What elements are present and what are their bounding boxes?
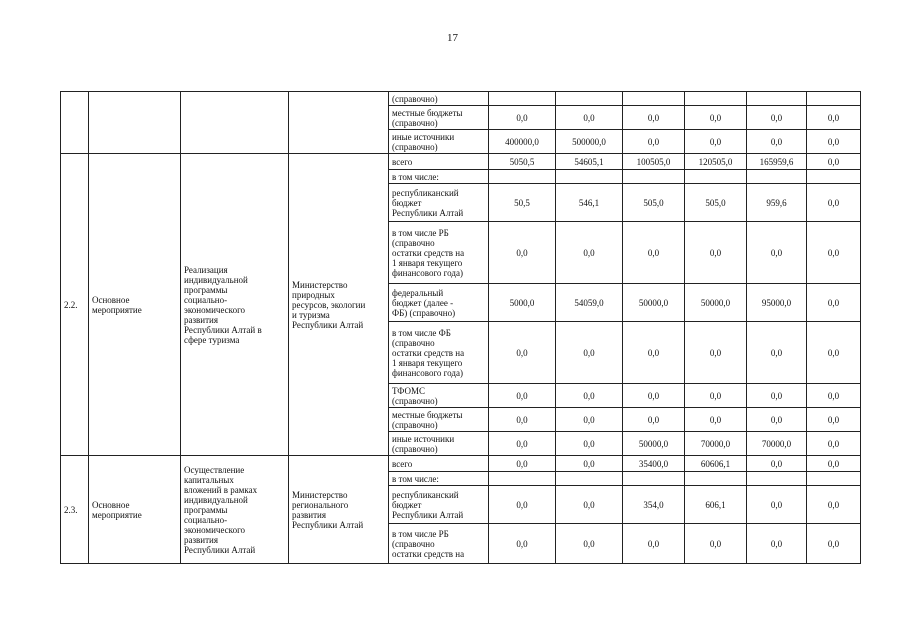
funding-source bbox=[389, 524, 489, 564]
amount-cell: 0,0 bbox=[807, 106, 861, 130]
amount-cell bbox=[556, 170, 623, 184]
amount-cell: 0,0 bbox=[685, 524, 747, 564]
amount-cell: 0,0 bbox=[807, 284, 861, 322]
amount-cell: 100505,0 bbox=[623, 154, 685, 170]
amount-cell: 0,0 bbox=[556, 524, 623, 564]
amount-cell: 0,0 bbox=[807, 322, 861, 384]
amount-cell bbox=[556, 92, 623, 106]
amount-cell: 0,0 bbox=[489, 222, 556, 284]
funding-source-text: федеральный бюджет (далее - ФБ) (справочно) bbox=[392, 287, 456, 318]
amount-cell: 0,0 bbox=[747, 106, 807, 130]
amount-cell: 0,0 bbox=[623, 408, 685, 432]
row-code bbox=[61, 154, 89, 456]
amount-cell: 0,0 bbox=[807, 384, 861, 408]
amount-cell: 54605,1 bbox=[556, 154, 623, 170]
amount-cell: 0,0 bbox=[556, 432, 623, 456]
amount-cell: 0,0 bbox=[489, 486, 556, 524]
funding-source-text: всего bbox=[392, 156, 413, 167]
amount-cell: 0,0 bbox=[685, 222, 747, 284]
amount-cell: 50000,0 bbox=[685, 284, 747, 322]
amount-cell: 70000,0 bbox=[747, 432, 807, 456]
amount-cell: 5000,0 bbox=[489, 284, 556, 322]
amount-cell: 505,0 bbox=[685, 184, 747, 222]
amount-cell: 0,0 bbox=[807, 524, 861, 564]
amount-cell: 0,0 bbox=[489, 106, 556, 130]
event-name-text: Реализация индивидуальной программы социально- экономического развития Республики Алтай в сфере туризма bbox=[184, 264, 262, 345]
amount-cell: 0,0 bbox=[747, 130, 807, 154]
amount-cell: 0,0 bbox=[556, 322, 623, 384]
amount-cell: 35400,0 bbox=[623, 456, 685, 472]
amount-cell bbox=[685, 472, 747, 486]
amount-cell: 0,0 bbox=[807, 432, 861, 456]
funding-source-text: (справочно) bbox=[392, 93, 438, 104]
table-row bbox=[61, 154, 861, 170]
amount-cell: 0,0 bbox=[747, 456, 807, 472]
row-type-text: Основное мероприятие bbox=[92, 294, 142, 315]
funding-source bbox=[389, 130, 489, 154]
amount-cell: 0,0 bbox=[556, 456, 623, 472]
amount-cell: 0,0 bbox=[747, 384, 807, 408]
amount-cell: 0,0 bbox=[747, 408, 807, 432]
amount-cell: 50000,0 bbox=[623, 284, 685, 322]
amount-cell bbox=[489, 92, 556, 106]
funding-source-text: в том числе: bbox=[392, 473, 439, 484]
amount-cell bbox=[685, 170, 747, 184]
amount-cell bbox=[807, 92, 861, 106]
table-body bbox=[61, 92, 861, 564]
budget-table bbox=[60, 91, 861, 564]
amount-cell: 0,0 bbox=[807, 184, 861, 222]
responsible-executor-text: Министерство регионального развития Республики Алтай bbox=[292, 489, 364, 530]
funding-source-text: в том числе: bbox=[392, 171, 439, 182]
funding-source-text: иные источники (справочно) bbox=[392, 433, 455, 454]
amount-cell: 0,0 bbox=[489, 408, 556, 432]
funding-source bbox=[389, 384, 489, 408]
amount-cell bbox=[685, 92, 747, 106]
amount-cell: 0,0 bbox=[489, 524, 556, 564]
amount-cell bbox=[747, 92, 807, 106]
row-code bbox=[61, 456, 89, 564]
amount-cell: 0,0 bbox=[685, 408, 747, 432]
amount-cell: 0,0 bbox=[489, 384, 556, 408]
amount-cell: 0,0 bbox=[747, 486, 807, 524]
amount-cell bbox=[807, 472, 861, 486]
responsible-executor bbox=[289, 92, 389, 154]
funding-source-text: местные бюджеты (справочно) bbox=[392, 107, 463, 128]
responsible-executor bbox=[289, 154, 389, 456]
amount-cell bbox=[807, 170, 861, 184]
row-type-text: Основное мероприятие bbox=[92, 499, 142, 520]
row-code-text: 2.2. bbox=[64, 299, 78, 310]
amount-cell: 0,0 bbox=[623, 322, 685, 384]
amount-cell: 0,0 bbox=[623, 106, 685, 130]
amount-cell: 0,0 bbox=[623, 524, 685, 564]
funding-source bbox=[389, 456, 489, 472]
funding-source-text: в том числе ФБ (справочно остатки средств на 1 января текущего финансового года) bbox=[392, 327, 465, 378]
funding-source bbox=[389, 486, 489, 524]
funding-source-text: местные бюджеты (справочно) bbox=[392, 409, 463, 430]
amount-cell: 0,0 bbox=[807, 222, 861, 284]
row-type bbox=[89, 456, 181, 564]
amount-cell bbox=[623, 170, 685, 184]
funding-source-text: всего bbox=[392, 458, 413, 469]
amount-cell: 0,0 bbox=[807, 486, 861, 524]
funding-source-text: иные источники (справочно) bbox=[392, 131, 455, 152]
funding-source bbox=[389, 92, 489, 106]
amount-cell: 120505,0 bbox=[685, 154, 747, 170]
amount-cell: 505,0 bbox=[623, 184, 685, 222]
responsible-executor bbox=[289, 456, 389, 564]
row-type bbox=[89, 92, 181, 154]
amount-cell: 0,0 bbox=[489, 456, 556, 472]
funding-source bbox=[389, 284, 489, 322]
funding-source bbox=[389, 184, 489, 222]
amount-cell: 0,0 bbox=[685, 384, 747, 408]
amount-cell: 0,0 bbox=[489, 432, 556, 456]
amount-cell: 0,0 bbox=[556, 486, 623, 524]
amount-cell: 0,0 bbox=[489, 322, 556, 384]
amount-cell: 546,1 bbox=[556, 184, 623, 222]
amount-cell: 0,0 bbox=[556, 408, 623, 432]
funding-source bbox=[389, 154, 489, 170]
amount-cell: 400000,0 bbox=[489, 130, 556, 154]
amount-cell: 0,0 bbox=[685, 130, 747, 154]
amount-cell: 54059,0 bbox=[556, 284, 623, 322]
table-row bbox=[61, 92, 861, 106]
amount-cell: 959,6 bbox=[747, 184, 807, 222]
amount-cell: 0,0 bbox=[556, 222, 623, 284]
amount-cell: 606,1 bbox=[685, 486, 747, 524]
funding-source bbox=[389, 170, 489, 184]
event-name bbox=[181, 456, 289, 564]
funding-source-text: в том числе РБ (справочно остатки средств на 1 января текущего финансового года) bbox=[392, 227, 465, 278]
amount-cell bbox=[489, 170, 556, 184]
amount-cell: 5050,5 bbox=[489, 154, 556, 170]
funding-source-text: республиканский бюджет Республики Алтай bbox=[392, 187, 464, 218]
amount-cell: 0,0 bbox=[747, 222, 807, 284]
amount-cell: 0,0 bbox=[556, 106, 623, 130]
amount-cell: 0,0 bbox=[685, 106, 747, 130]
row-code bbox=[61, 92, 89, 154]
amount-cell: 0,0 bbox=[807, 456, 861, 472]
amount-cell bbox=[623, 92, 685, 106]
table-row bbox=[61, 456, 861, 472]
amount-cell: 70000,0 bbox=[685, 432, 747, 456]
amount-cell: 50000,0 bbox=[623, 432, 685, 456]
amount-cell: 95000,0 bbox=[747, 284, 807, 322]
amount-cell bbox=[623, 472, 685, 486]
funding-source bbox=[389, 408, 489, 432]
amount-cell: 0,0 bbox=[623, 384, 685, 408]
funding-source-text: в том числе РБ (справочно остатки средств на bbox=[392, 528, 465, 559]
amount-cell: 500000,0 bbox=[556, 130, 623, 154]
amount-cell: 0,0 bbox=[623, 222, 685, 284]
funding-source-text: республиканский бюджет Республики Алтай bbox=[392, 489, 464, 520]
amount-cell: 0,0 bbox=[807, 408, 861, 432]
event-name bbox=[181, 154, 289, 456]
funding-source bbox=[389, 106, 489, 130]
amount-cell bbox=[489, 472, 556, 486]
amount-cell: 0,0 bbox=[685, 322, 747, 384]
amount-cell: 0,0 bbox=[747, 322, 807, 384]
row-code-text: 2.3. bbox=[64, 504, 78, 515]
amount-cell: 354,0 bbox=[623, 486, 685, 524]
amount-cell bbox=[556, 472, 623, 486]
event-name bbox=[181, 92, 289, 154]
amount-cell: 0,0 bbox=[556, 384, 623, 408]
amount-cell: 0,0 bbox=[807, 154, 861, 170]
funding-source bbox=[389, 432, 489, 456]
amount-cell bbox=[747, 472, 807, 486]
amount-cell: 0,0 bbox=[623, 130, 685, 154]
page-number: 17 bbox=[447, 32, 458, 44]
amount-cell: 0,0 bbox=[747, 524, 807, 564]
amount-cell: 60606,1 bbox=[685, 456, 747, 472]
responsible-executor-text: Министерство природных ресурсов, экологии и туризма Республики Алтай bbox=[292, 279, 366, 330]
amount-cell: 0,0 bbox=[807, 130, 861, 154]
row-type bbox=[89, 154, 181, 456]
amount-cell bbox=[747, 170, 807, 184]
amount-cell: 165959,6 bbox=[747, 154, 807, 170]
event-name-text: Осуществление капитальных вложений в рамках индивидуальной программы социально- экономического развития Республики Алтай bbox=[184, 464, 258, 555]
amount-cell: 50,5 bbox=[489, 184, 556, 222]
funding-source bbox=[389, 472, 489, 486]
funding-source bbox=[389, 322, 489, 384]
funding-source bbox=[389, 222, 489, 284]
funding-source-text: ТФОМС (справочно) bbox=[392, 385, 438, 406]
